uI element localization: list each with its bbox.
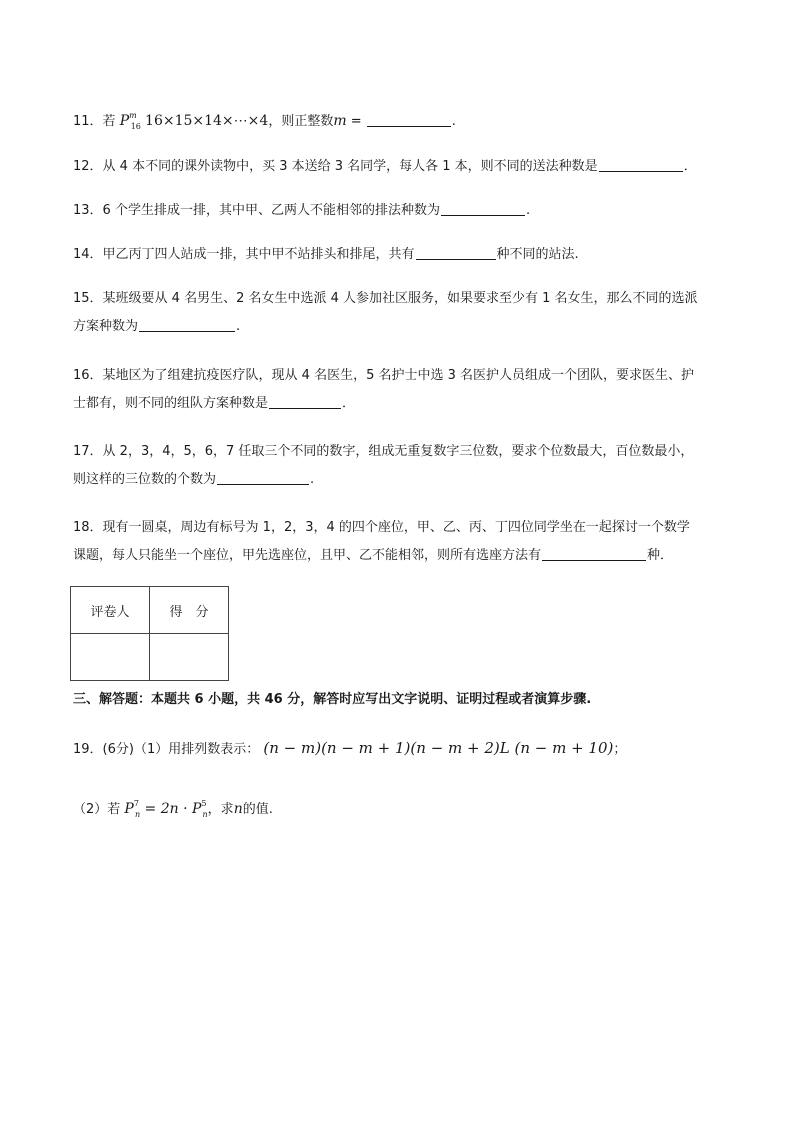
q13-text: 13．6 个学生排成一排，其中甲、乙两人不能相邻的排法种数为 xyxy=(73,203,440,218)
question-16 xyxy=(73,362,734,417)
question-17 xyxy=(73,438,734,493)
q19-part2-tail: ，求 xyxy=(207,802,234,817)
q15-line2: 方案种数为 xyxy=(73,318,139,334)
q16-answer-blank[interactable] xyxy=(269,394,341,409)
q18-answer-blank[interactable] xyxy=(542,546,646,561)
q12-text: 12．从 4 本不同的课外读物中，买 3 本送给 3 名同学，每人各 1 本，则不同的送法种数是 xyxy=(73,159,598,174)
q19-part2-end: 的值. xyxy=(242,802,273,817)
q13-answer-blank[interactable] xyxy=(441,201,525,216)
question-12 xyxy=(73,153,734,180)
grader-cell[interactable] xyxy=(71,634,150,681)
question-13 xyxy=(73,197,734,224)
q18-line2: 课题，每人只能坐一个座位，甲先选座位，且甲、乙不能相邻，则所有选座方法有 xyxy=(73,547,542,563)
question-19-part-1 xyxy=(73,735,734,763)
q15-line1: 15．某班级要从 4 名男生、2 名女生中选派 4 人参加社区服务，如果要求至少有 1 名女生，那么不同的选派 xyxy=(73,291,698,306)
q11-equals: = xyxy=(346,114,362,129)
q17-line1: 17．从 2，3，4，5，6，7 任取三个不同的数字，组成无重复数字三位数，要求个位数最大，百位数最小， xyxy=(73,444,694,459)
score-table xyxy=(70,586,229,681)
q11-expression: 16×15×14×⋯×4 xyxy=(145,113,269,129)
q12-end: ． xyxy=(683,159,697,174)
q16-line2: 士都有，则不同的组队方案种数是 xyxy=(73,395,269,411)
q19-part2-permutation-b: $P^5_n$ xyxy=(192,799,208,819)
q14-answer-blank[interactable] xyxy=(416,245,496,260)
q14-text: 14．甲乙丙丁四人站成一排，其中甲不站排头和排尾，共有 xyxy=(73,247,415,262)
q17-answer-blank[interactable] xyxy=(217,470,309,485)
q11-tail: ，则正整数 xyxy=(268,114,334,129)
q19-part1-label: 19．(6分)（1）用排列数表示： xyxy=(73,742,260,757)
q18-end: 种． xyxy=(647,547,674,563)
q15-answer-blank[interactable] xyxy=(139,317,235,332)
q15-end: . xyxy=(236,318,241,334)
section-3-heading: 三、解答题：本题共 6 小题，共 46 分，解答时应写出文字说明、证明过程或者演算步骤. xyxy=(73,692,592,707)
q17-line2: 则这样的三位数的个数为 xyxy=(73,471,217,487)
score-header: 得 分 xyxy=(150,587,229,634)
q16-end: ． xyxy=(342,395,356,411)
q19-part2-permutation-a: $P^7_n$ xyxy=(124,799,141,819)
q19-part1-end: ； xyxy=(613,742,627,757)
q11-end: . xyxy=(451,114,456,129)
q11-permutation-symbol: $P^m_{16}$ xyxy=(119,111,141,131)
question-15 xyxy=(73,285,734,340)
question-11 xyxy=(73,102,734,140)
grader-header: 评卷人 xyxy=(71,587,150,634)
question-14 xyxy=(73,241,734,268)
question-19-part-2 xyxy=(73,790,734,828)
q19-part1-expression: (n − m)(n − m + 1)(n − m + 2)L (n − m + 10) xyxy=(263,739,614,757)
q17-end: . xyxy=(310,471,315,487)
q18-line1: 18．现有一圆桌，周边有标号为 1，2，3，4 的四个座位，甲、乙、丙、丁四位同学坐在一起探讨一个数学 xyxy=(73,520,690,535)
q14-end: 种不同的站法. xyxy=(496,247,579,262)
q11-answer-blank[interactable] xyxy=(367,112,451,127)
q11-number: 11．若 xyxy=(73,114,116,129)
q11-variable: m xyxy=(333,113,347,129)
q19-part2-variable: n xyxy=(233,801,243,817)
score-cell[interactable] xyxy=(150,634,229,681)
q19-part2-middle: = 2n · xyxy=(140,801,192,817)
q16-line1: 16．某地区为了组建抗疫医疗队，现从 4 名医生，5 名护士中选 3 名医护人员组成一个团队，要求医生、护 xyxy=(73,368,695,383)
q13-end: . xyxy=(525,203,531,218)
question-18 xyxy=(73,514,734,569)
q19-part2-label: （2）若 xyxy=(73,802,121,817)
q12-answer-blank[interactable] xyxy=(599,157,683,172)
